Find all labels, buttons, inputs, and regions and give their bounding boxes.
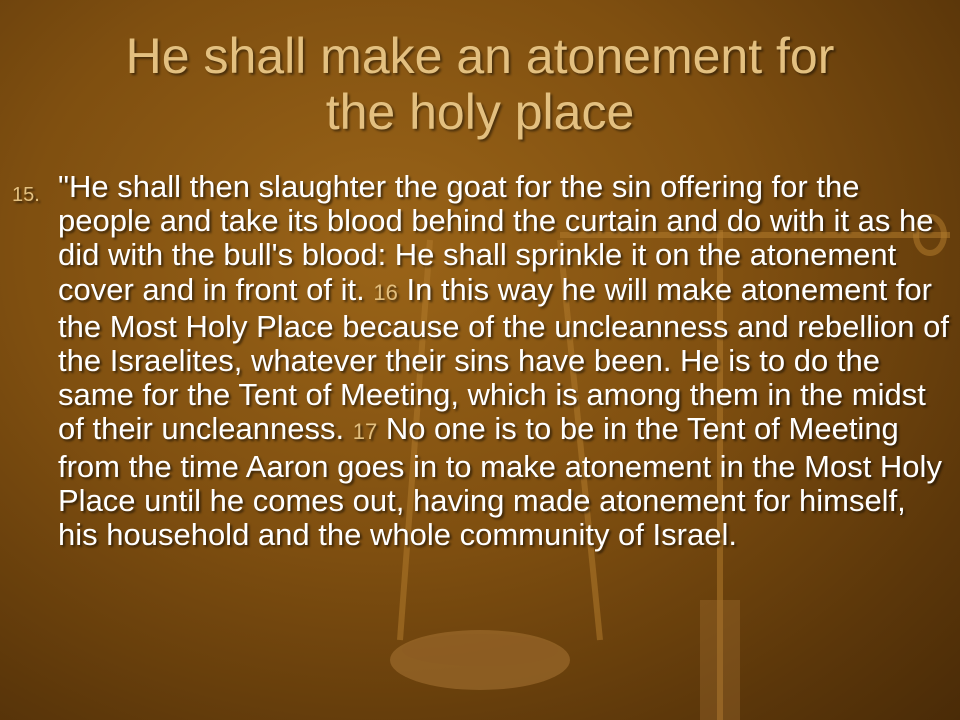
list-item [12, 170, 950, 552]
verse-16-number: 16 [373, 279, 398, 305]
verse-17-number: 17 [352, 419, 378, 445]
title-line-2: the holy place [325, 84, 635, 140]
slide-body [12, 170, 950, 552]
verse-16-text: In this way he will make atonement for the Most Holy Place because of the uncleanness and rebellion of the Israelites, whatever their sins have been. He is to do the same for the Tent of Meeting, which is among them in the midst of their uncleanness. [58, 271, 949, 447]
slide-title [0, 28, 960, 140]
scripture-text [58, 170, 950, 552]
item-marker: 15. [12, 184, 40, 206]
verse-17-text: No one is to be in the Tent of Meeting from the time Aaron goes in to make atonement in the Most Holy Place until he comes out, having made atonement for himself, his household and the whole community of Israel. [58, 411, 942, 553]
title-line-1: He shall make an atonement for [125, 28, 835, 84]
verse-15-text: "He shall then slaughter the goat for the sin offering for the people and take its blood behind the curtain and do with it as he did with the bull's blood: He shall sprinkle it on the atonement cover and in front of it. [58, 169, 934, 307]
